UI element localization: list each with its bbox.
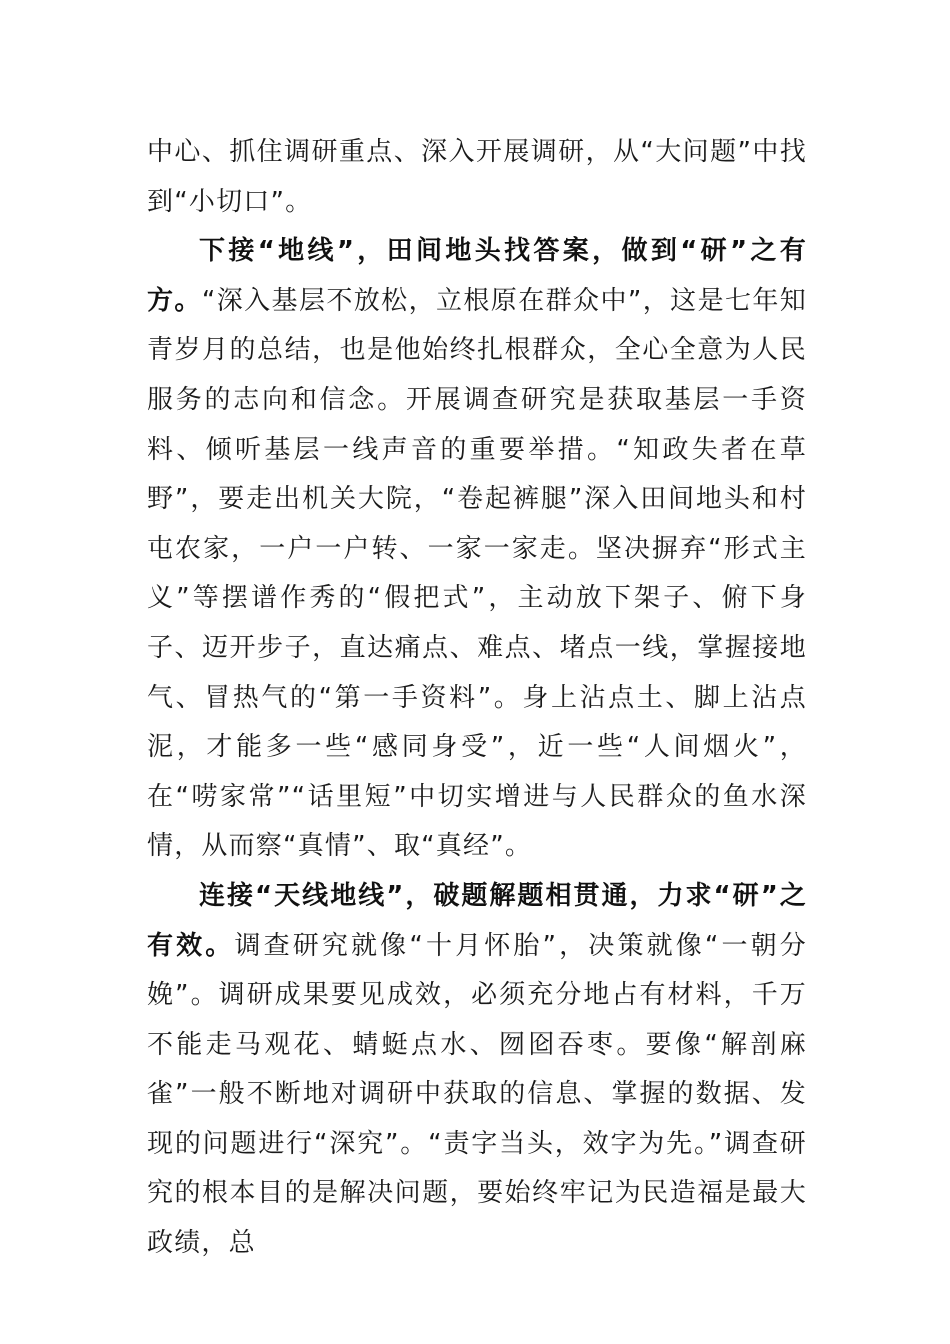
- document-body: [147, 128, 807, 1269]
- paragraph-lead-heading: 下接“地线”，田间地头找答案，做到“研”之有方。: [147, 236, 807, 316]
- paragraph-text: “深入基层不放松，立根原在群众中”，这是七年知青岁月的总结，也是他始终扎根群众，全心全意为人民服务的志向和信念。开展调查研究是获取基层一手资料、倾听基层一线声音的重要举措。“知政失者在草野”，要走出机关大院，“卷起裤腿”深入田间地头和村屯农家，一户一户转、一家一家走。坚决摒弃“形式主义”等摆谱作秀的“假把式”，主动放下架子、俯下身子、迈开步子，直达痛点、难点、堵点一线，掌握接地气、冒热气的“第一手资料”。身上沾点土、脚上沾点泥，才能多一些“感同身受”，近一些“人间烟火”，在“唠家常”“话里短”中切实增进与人民群众的鱼水深情，从而察“真情”、取“真经”。: [147, 285, 807, 862]
- paragraph-grassroots: [147, 227, 807, 872]
- paragraph-continuation: [147, 128, 807, 227]
- paragraph-effectiveness: [147, 872, 807, 1269]
- paragraph-text: 调查研究就像“十月怀胎”，决策就像“一朝分娩”。调研成果要见成效，必须充分地占有材料，千万不能走马观花、蜻蜓点水、囫囵吞枣。要像“解剖麻雀”一般不断地对调研中获取的信息、掌握的数据、发现的问题进行“深究”。“责字当头，效字为先。”调查研究的根本目的是解决问题，要始终牢记为民造福是最大政绩，总: [147, 930, 807, 1259]
- paragraph-text: 中心、抓住调研重点、深入开展调研，从“大问题”中找到“小切口”。: [147, 137, 807, 217]
- paragraph-lead-heading: 连接“天线地线”，破题解题相贯通，力求“研”之有效。: [147, 880, 807, 961]
